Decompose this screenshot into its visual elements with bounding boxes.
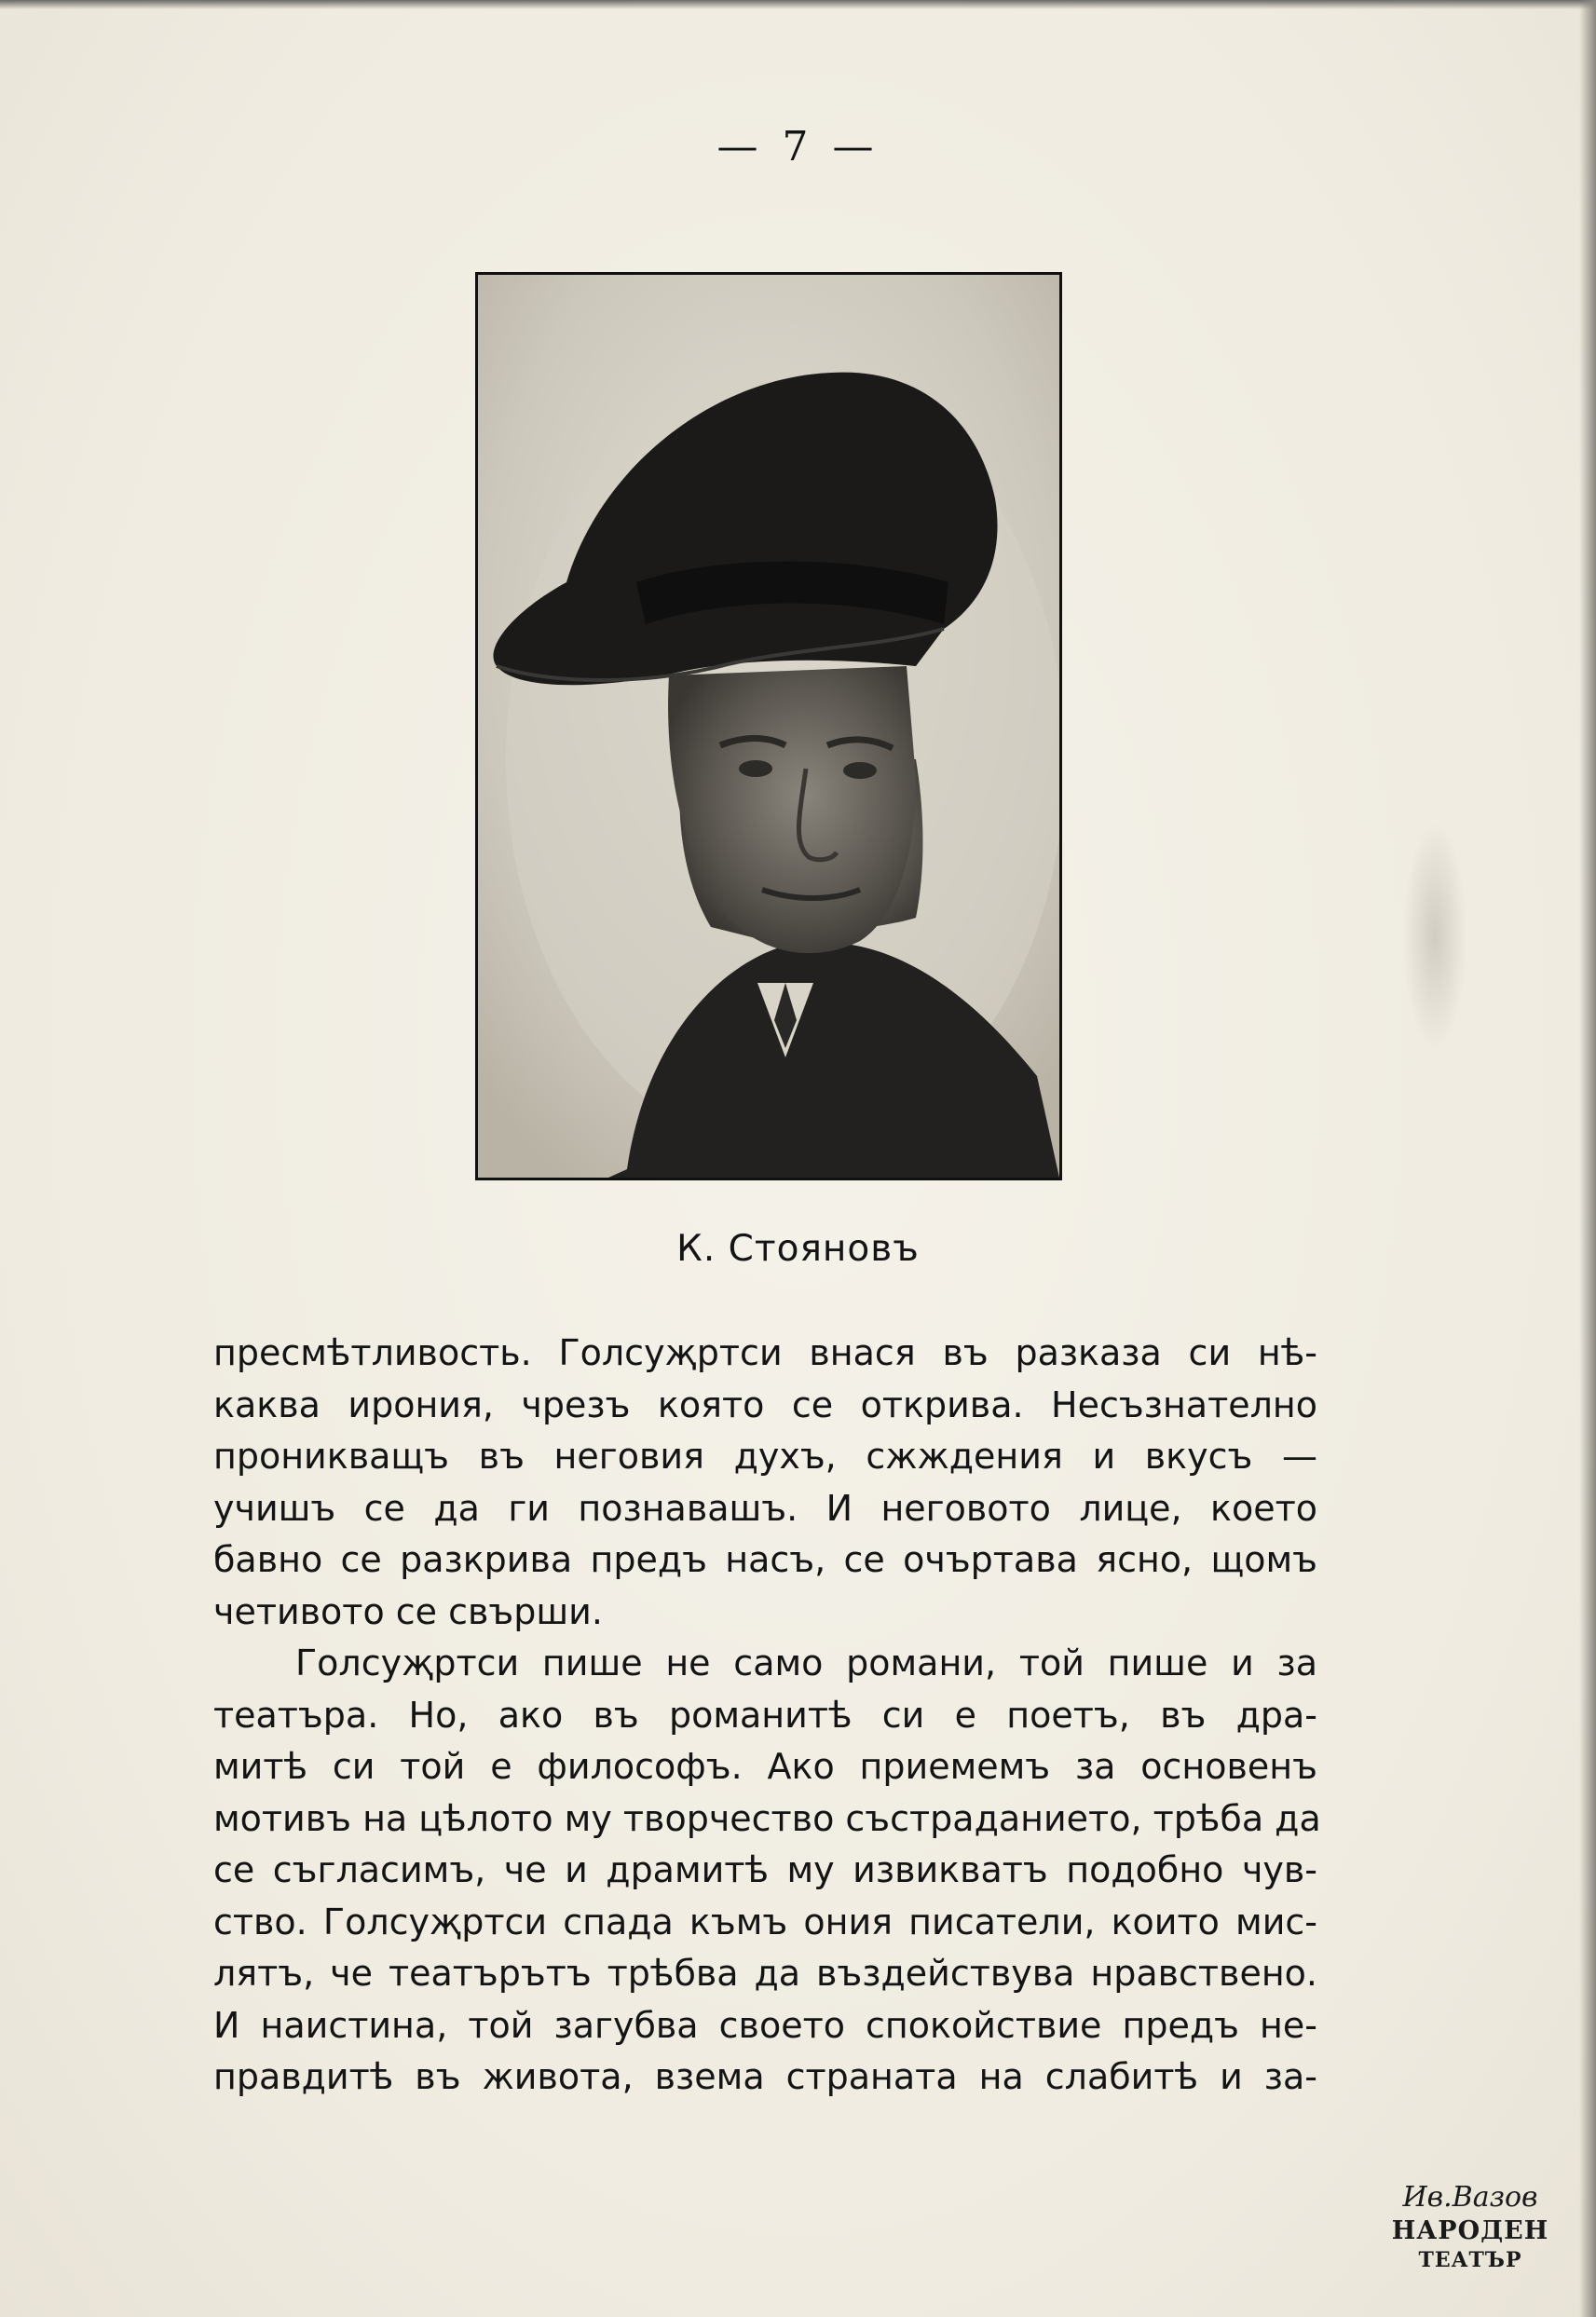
paragraph-2 <box>213 1638 1321 2104</box>
text-line: четивото се свърши. <box>213 1590 603 1632</box>
text-line: каква ирония, чрезъ която се открива. Несъзнателно <box>213 1383 1317 1425</box>
body-text <box>213 1328 1321 2104</box>
text-line: Голсуҗртси пише не само романи, той пише и за <box>295 1642 1317 1683</box>
text-line: учишъ се да ги познавашъ. И неговото лице, което <box>213 1487 1317 1529</box>
page-number: — 7 — <box>716 123 880 170</box>
text-line: правдитѣ въ живота, взема страната на слабитѣ и за- <box>213 2056 1317 2097</box>
text-line: пресмѣтливость. Голсуҗртси внася въ разказа си нѣ- <box>213 1332 1317 1373</box>
portrait-photo <box>475 272 1062 1180</box>
text-line: се съгласимъ, че и драмитѣ му извикватъ подобно чув- <box>213 1849 1317 1890</box>
text-line: И наистина, той загубва своето спокойствие предъ не- <box>213 2004 1317 2046</box>
paragraph-1 <box>213 1328 1317 1638</box>
logo-signature: Ив.Вазов <box>1402 2181 1538 2214</box>
text-line: ство. Голсуҗртси спада къмъ ония писатели, които мис- <box>213 1901 1317 1942</box>
scan-edge-top <box>0 0 1596 9</box>
text-line: проникващъ въ неговия духъ, сжждения и вкусъ — <box>213 1436 1317 1477</box>
paper-stain <box>1402 820 1467 1053</box>
text-line: мотивъ на цѣлото му творчество състраданието, трѣба да <box>213 1797 1321 1839</box>
logo-line-1: НАРОДЕН <box>1391 2216 1549 2245</box>
text-line: митѣ си той е философъ. Ако приемемъ за основенъ <box>213 1746 1317 1787</box>
scan-edge-right <box>1579 0 1596 2317</box>
text-line: бавно се разкрива предъ насъ, се очъртава ясно, щомъ <box>213 1539 1317 1580</box>
photo-caption: К. Стояновъ <box>676 1228 920 1270</box>
portrait-photo-icon <box>478 275 1059 1178</box>
text-line: лятъ, че театърътъ трѣбва да въздействува нравствено. <box>213 1953 1317 1994</box>
logo-line-2: ТЕАТЪР <box>1418 2248 1522 2272</box>
text-line: театъра. Но, ако въ романитѣ си е поетъ, въ дра- <box>213 1694 1317 1736</box>
national-theatre-logo <box>1386 2180 1554 2292</box>
